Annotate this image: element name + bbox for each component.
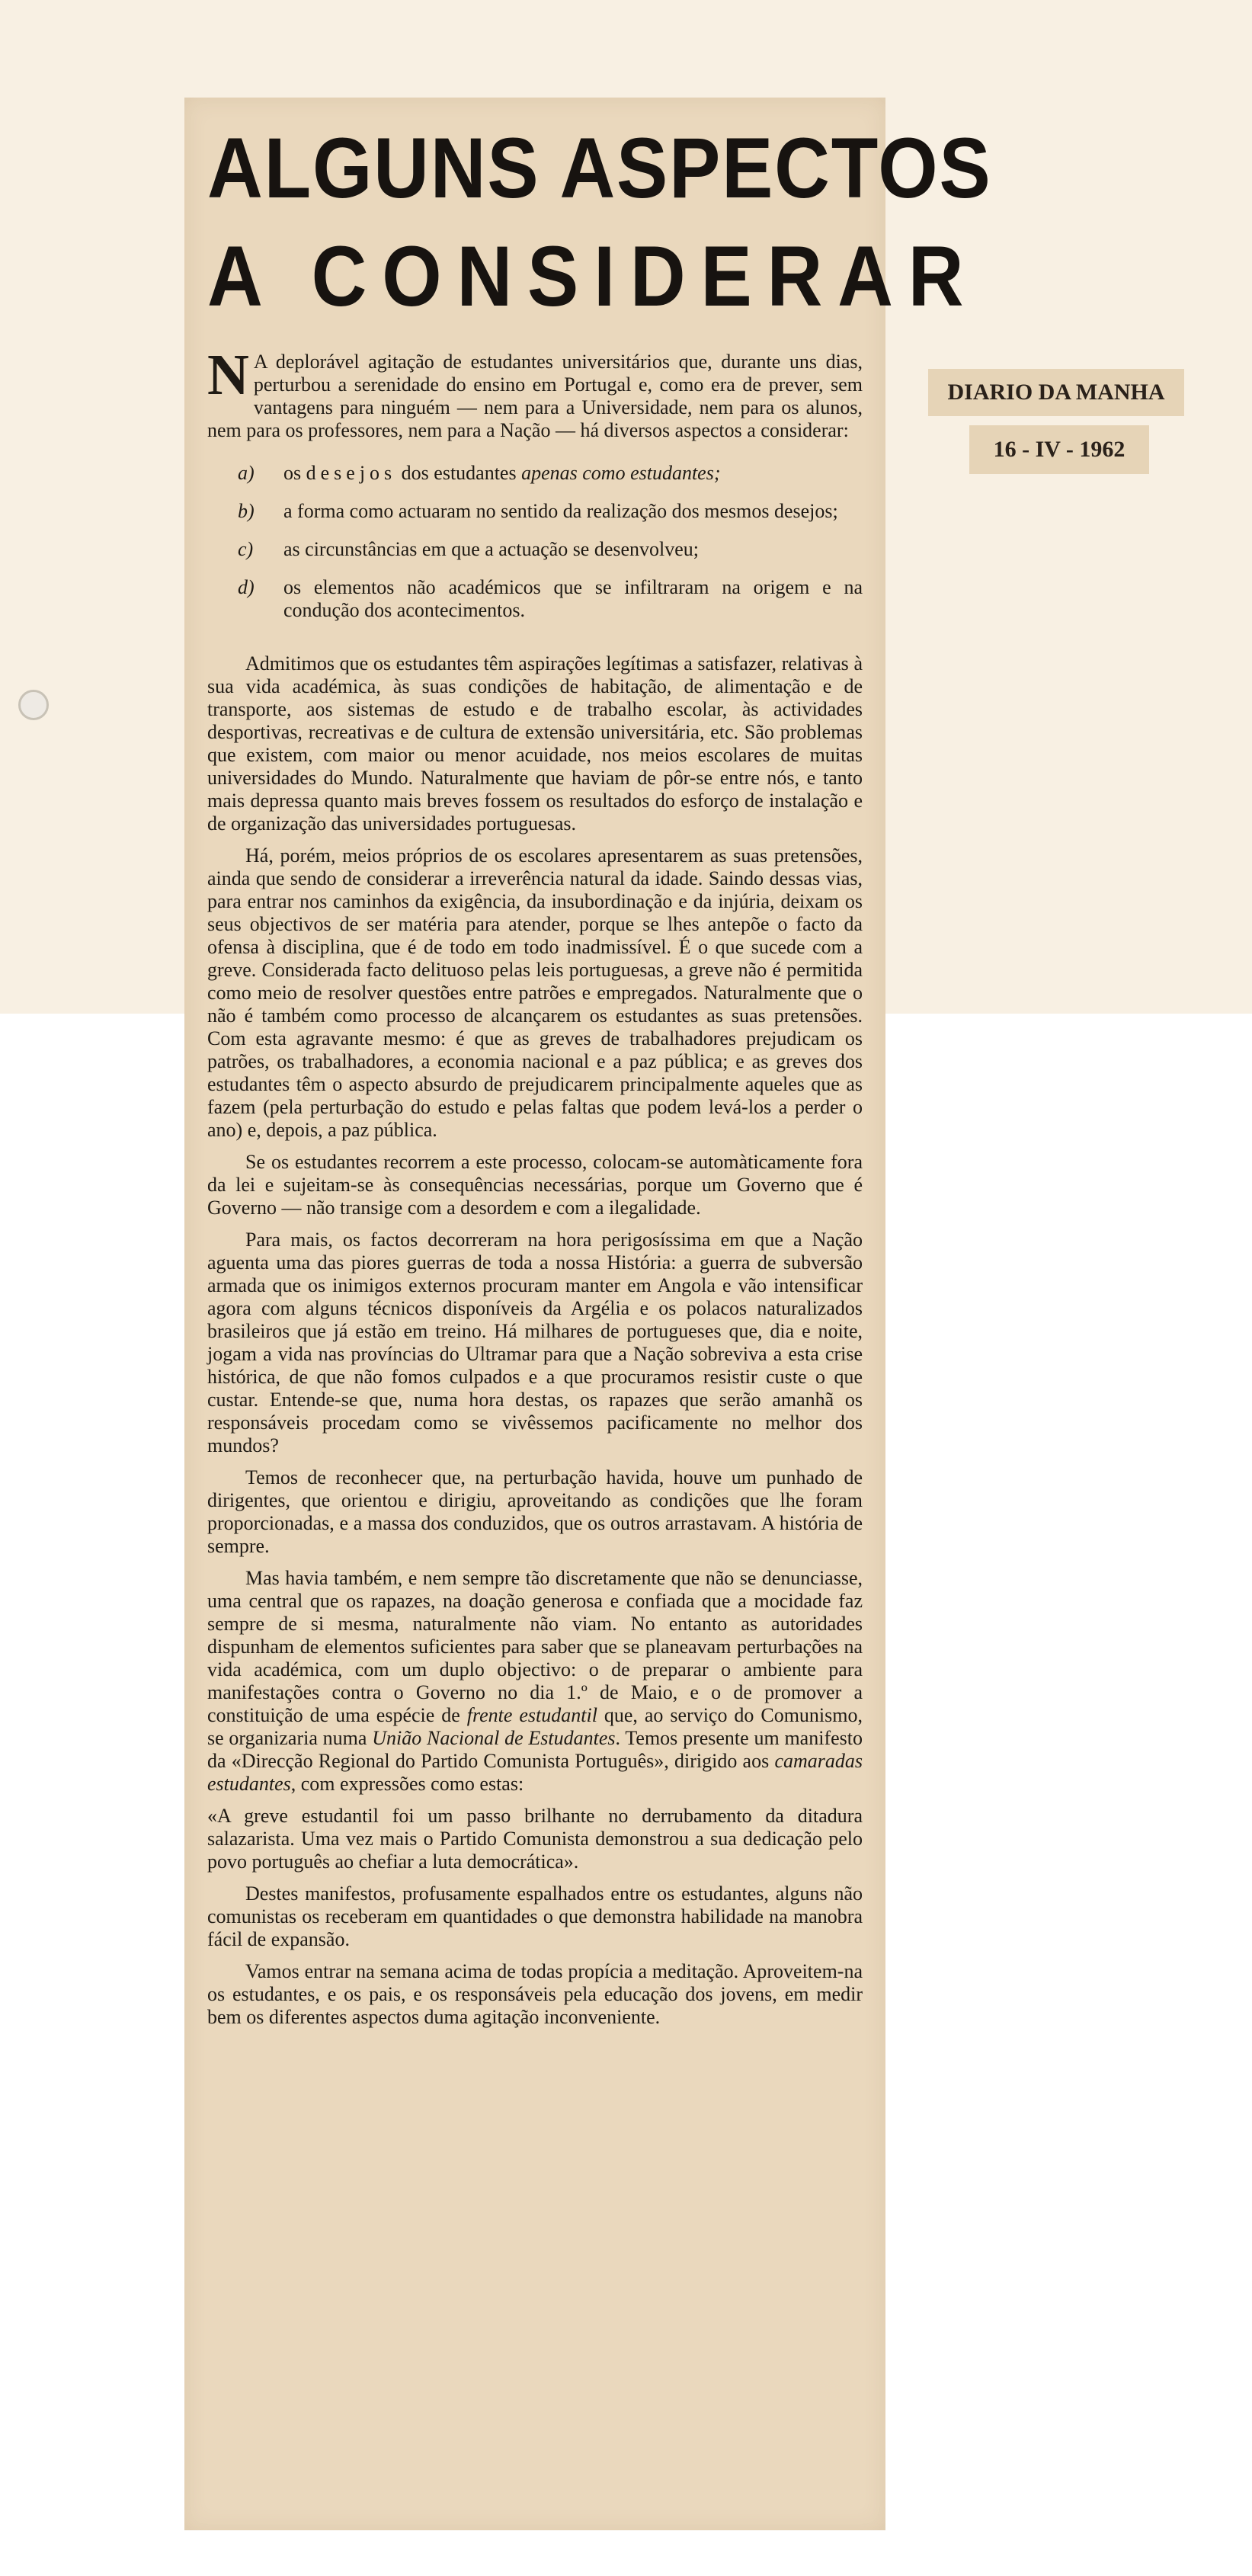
punch-hole-icon (18, 690, 49, 720)
paragraph-leaders: Temos de reconhecer que, na perturbação havida, houve um punhado de dirigentes, que orientou e dirigiu, aproveitando as condições que lhe foram proporcionadas, e a massa dos conduzidos, que os outros arrastavam. A história de sempre. (207, 1466, 863, 1557)
spaced-word: desejos (306, 462, 397, 484)
paragraph-text-part: . Temos presente um manifesto da «Direcção Regional do Partido Comunista Português», dirigido aos (207, 1727, 863, 1772)
list-item-text (283, 462, 863, 485)
newspaper-clipping (184, 98, 992, 2530)
paragraph-text-part: que, ao serviço do Comunismo, se organizaria numa (207, 1704, 863, 1749)
list-item-text: a forma como actuaram no sentido da realização dos mesmos desejos; (283, 500, 838, 522)
headline-line-1: ALGUNS ASPECTOS (207, 120, 992, 216)
paragraph-aspirations: Admitimos que os estudantes têm aspirações legítimas a satisfazer, relativas à sua vida académica, às suas condições de habitação, de alimentação e de transporte, aos sistemas de estudo e de trabalho escolar, às actividades desportivas, recreativas e de cultura de extensão universitária, etc. São problemas que existem, com maior ou menor acuidade, nos meios escolares de muitas universidades do Mundo. Naturalmente que haviam de pôr-se entre nós, e tanto mais depressa quanto mais breves fossem os resultados do esforço de instalação e de organização das universidades portuguesas. (207, 652, 863, 835)
list-item (238, 538, 863, 561)
emphasis-text: camaradas estudantes (207, 1750, 863, 1795)
paragraph-manifestos: Destes manifestos, profusamente espalhados entre os estudantes, alguns não comunistas os receberam em quantidades o que demonstra habilidade na manobra fácil de expansão. (207, 1882, 863, 1950)
paragraph-closing: Vamos entrar na semana acima de todas propícia a meditação. Aproveitem-na os estudantes, e os pais, e os responsáveis pela educação dos jovens, em medir bem os diferentes aspectos duma agitação inconveniente. (207, 1960, 863, 2028)
paragraph-text-part: , com expressões como estas: (290, 1773, 524, 1795)
emphasis-text: apenas como estudantes; (521, 462, 721, 484)
article-body (207, 343, 863, 2029)
list-item-text: os elementos não académicos que se infiltraram na origem e na condução dos acontecimentos. (283, 576, 863, 621)
intro-text: A deplorável agitação de estudantes universitários que, durante uns dias, perturbou a serenidade do ensino em Portugal e, como era de prever, sem vantagens para ninguém — nem para a Universidade, nem para os alunos, nem para os professores, nem para a Nação — há diversos aspectos a considerar: (207, 351, 863, 441)
list-item-letter: a) (238, 462, 255, 484)
headline-line-2: A CONSIDERAR (207, 229, 979, 324)
paragraph-strike: Há, porém, meios próprios de os escolares apresentarem as suas pretensões, ainda que sendo de considerar a irreverência natural da idade. Saindo dessas vias, para entrar nos caminhos da exigência, da insubordinação e da injúria, deixam os seus objectivos de ser matéria para atender, porque se lhes antepõe o facto da ofensa à disciplina, que é de todo em todo inadmissível. É o que sucede com a greve. Considerada facto delituoso pelas leis portuguesas, a greve não é permitida como meio de resolver questões entre patrões e empregados. Naturalmente que o não é também como processo de alcançarem os estudantes as suas pretensões. Com esta agravante mesmo: é que as greves de trabalhadores prejudicam os patrões, os trabalhadores, a economia nacional e a paz pública; e as greves dos estudantes têm o aspecto absurdo de prejudicarem principalmente aqueles que as fazem (pela perturbação do estudo e pelas faltas que podem levá-los a perder o ano) e, depois, a paz pública. (207, 844, 863, 1141)
list-item-letter: c) (238, 538, 254, 560)
list-item-letter: b) (238, 500, 255, 522)
list-item (238, 576, 863, 622)
list-item-letter: d) (238, 576, 255, 598)
list-item (238, 462, 863, 485)
list-item-text-part: dos estudantes (396, 462, 522, 484)
newspaper-name-label: DIARIO DA MANHA (928, 369, 1184, 416)
emphasis-text: frente estudantil (466, 1704, 597, 1726)
paragraph-text-part: Mas havia também, e nem sempre tão discretamente que não se denunciasse, uma central que os rapazes, na doação generosa e confiada que a mocidade faz sempre de si mesma, naturalmente não viam. No entanto as autoridades dispunham de elementos suficientes para saber que se planeavam perturbações na vida académica, com um duplo objectivo: o de preparar o ambiente para manifestações contra o Governo no dia 1.º de Maio, e o de promover a constituição de uma espécie de (207, 1567, 863, 1726)
list-item-text-part: os (283, 462, 306, 484)
paragraph-law: Se os estudantes recorrem a este processo, colocam-se automàticamente fora da lei e sujeitam-se às consequências necessárias, porque um Governo que é Governo — não transige com a desordem e com a ilegalidade. (207, 1151, 863, 1219)
manifesto-quote: «A greve estudantil foi um passo brilhante no derrubamento da ditadura salazarista. Uma vez mais o Partido Comunista demonstrou a sua dedicação pelo povo português ao chefiar a luta democrática». (207, 1805, 863, 1873)
list-item-text: as circunstâncias em que a actuação se desenvolveu; (283, 538, 700, 560)
date-label: 16 - IV - 1962 (969, 425, 1149, 474)
intro-paragraph (207, 343, 863, 442)
drop-cap: N (207, 343, 249, 407)
paragraph-communism (207, 1567, 863, 1796)
list-item (238, 500, 863, 523)
aspects-list (238, 462, 863, 622)
emphasis-text: União Nacional de Estudantes (372, 1727, 616, 1749)
clipping-content (207, 114, 992, 2038)
paragraph-war: Para mais, os factos decorreram na hora perigosíssima em que a Nação aguenta uma das piores guerras de toda a nossa História: a guerra de subversão armada que os inimigos externos procuram manter em Angola e vão intensificar agora com alguns técnicos disponíveis da Argélia e os polacos naturalizados brasileiros que já estão em treino. Há milhares de portugueses que, dia e noite, jogam a vida nas províncias do Ultramar para que a Nação sobreviva a esta crise histórica, de que não fomos culpados e a que procuramos resistir custe o que custar. Entende-se que, numa hora destas, os rapazes que serão amanhã os responsáveis procedam como se vivêssemos pacificamente no melhor dos mundos? (207, 1229, 863, 1456)
